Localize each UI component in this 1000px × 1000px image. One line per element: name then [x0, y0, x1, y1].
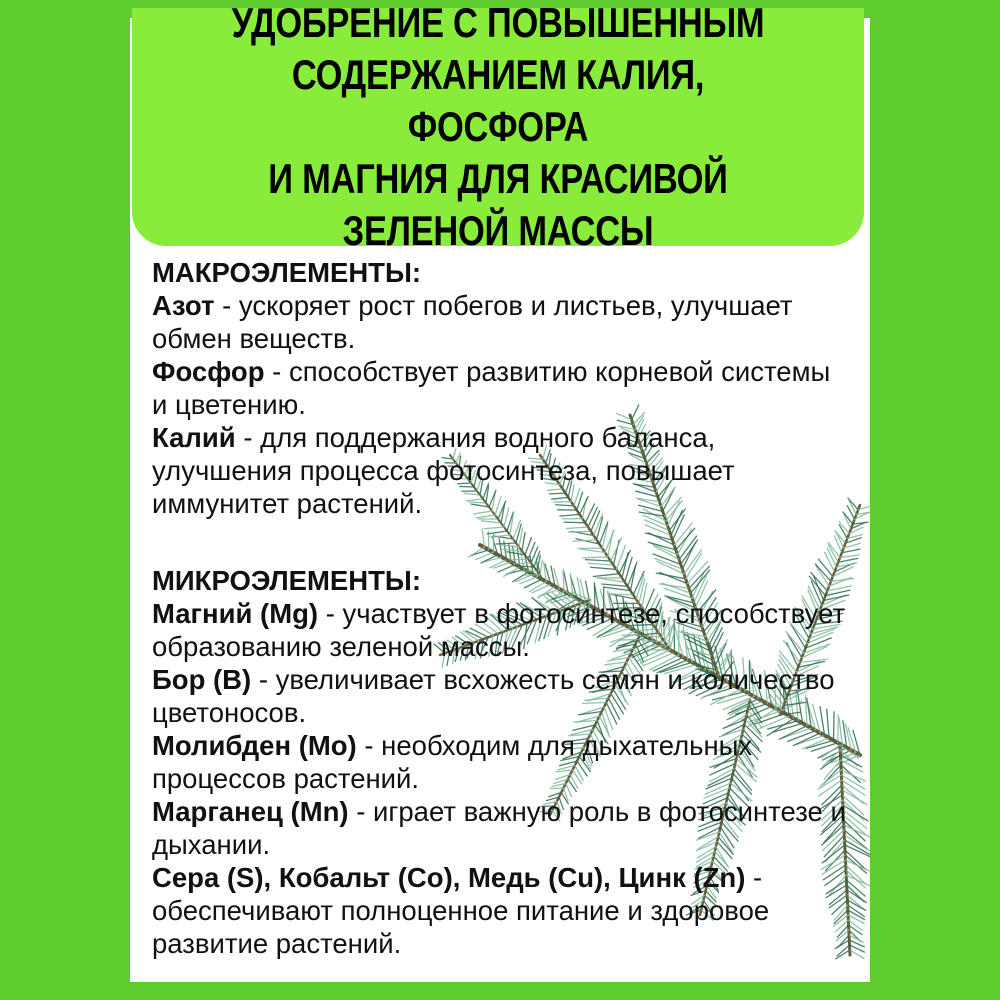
list-item [152, 795, 852, 861]
element-description: - участвует в фотосинтезе, способствует образованию зеленой массы. [152, 598, 846, 662]
list-item [152, 421, 852, 520]
element-name: Марганец (Mn) [152, 796, 349, 827]
element-name: Калий [152, 422, 236, 453]
element-description: - ускоряет рост побегов и листьев, улучшает обмен веществ. [152, 290, 793, 354]
element-name: Фосфор [152, 356, 265, 387]
list-item [152, 729, 852, 795]
element-name: Молибден (Mo) [152, 730, 357, 761]
page-title [219, 0, 777, 257]
element-description: - способствует развитию корневой системы и цветению. [152, 356, 831, 420]
list-item [152, 597, 852, 663]
macro-heading: МАКРОЭЛЕМЕНТЫ: [152, 257, 422, 288]
list-item [152, 355, 852, 421]
element-description: - обеспечивают полноценное питание и здоровое развитие растений. [152, 862, 770, 959]
title-line: УДОБРЕНИЕ С ПОВЫШЕННЫМ [231, 0, 765, 46]
list-item [152, 289, 852, 355]
element-name: Сера (S), Кобальт (Co), Медь (Cu), Цинк (Zn) [152, 862, 746, 893]
description-text [152, 256, 852, 960]
title-line: И МАГНИЯ ДЛЯ КРАСИВОЙ [268, 155, 728, 202]
element-description: - для поддержания водного баланса, улучшения процесса фотосинтеза, повышает иммунитет растений. [152, 422, 735, 519]
title-line: ЗЕЛЕНОЙ МАССЫ [342, 207, 654, 254]
title-line: СОДЕРЖАНИЕМ КАЛИЯ, ФОСФОРА [291, 51, 705, 150]
spacer [152, 520, 852, 564]
element-description: - увеличивает всхожесть семян и количество цветоносов. [152, 664, 835, 728]
list-item [152, 663, 852, 729]
element-name: Бор (B) [152, 664, 252, 695]
title-banner [132, 0, 864, 254]
element-description: - необходим для дыхательных процессов растений. [152, 730, 753, 794]
micro-heading: МИКРОЭЛЕМЕНТЫ: [152, 565, 421, 596]
element-description: - играет важную роль в фотосинтезе и дыхании. [152, 796, 846, 860]
list-item [152, 861, 852, 960]
element-name: Азот [152, 290, 215, 321]
element-name: Магний (Mg) [152, 598, 319, 629]
